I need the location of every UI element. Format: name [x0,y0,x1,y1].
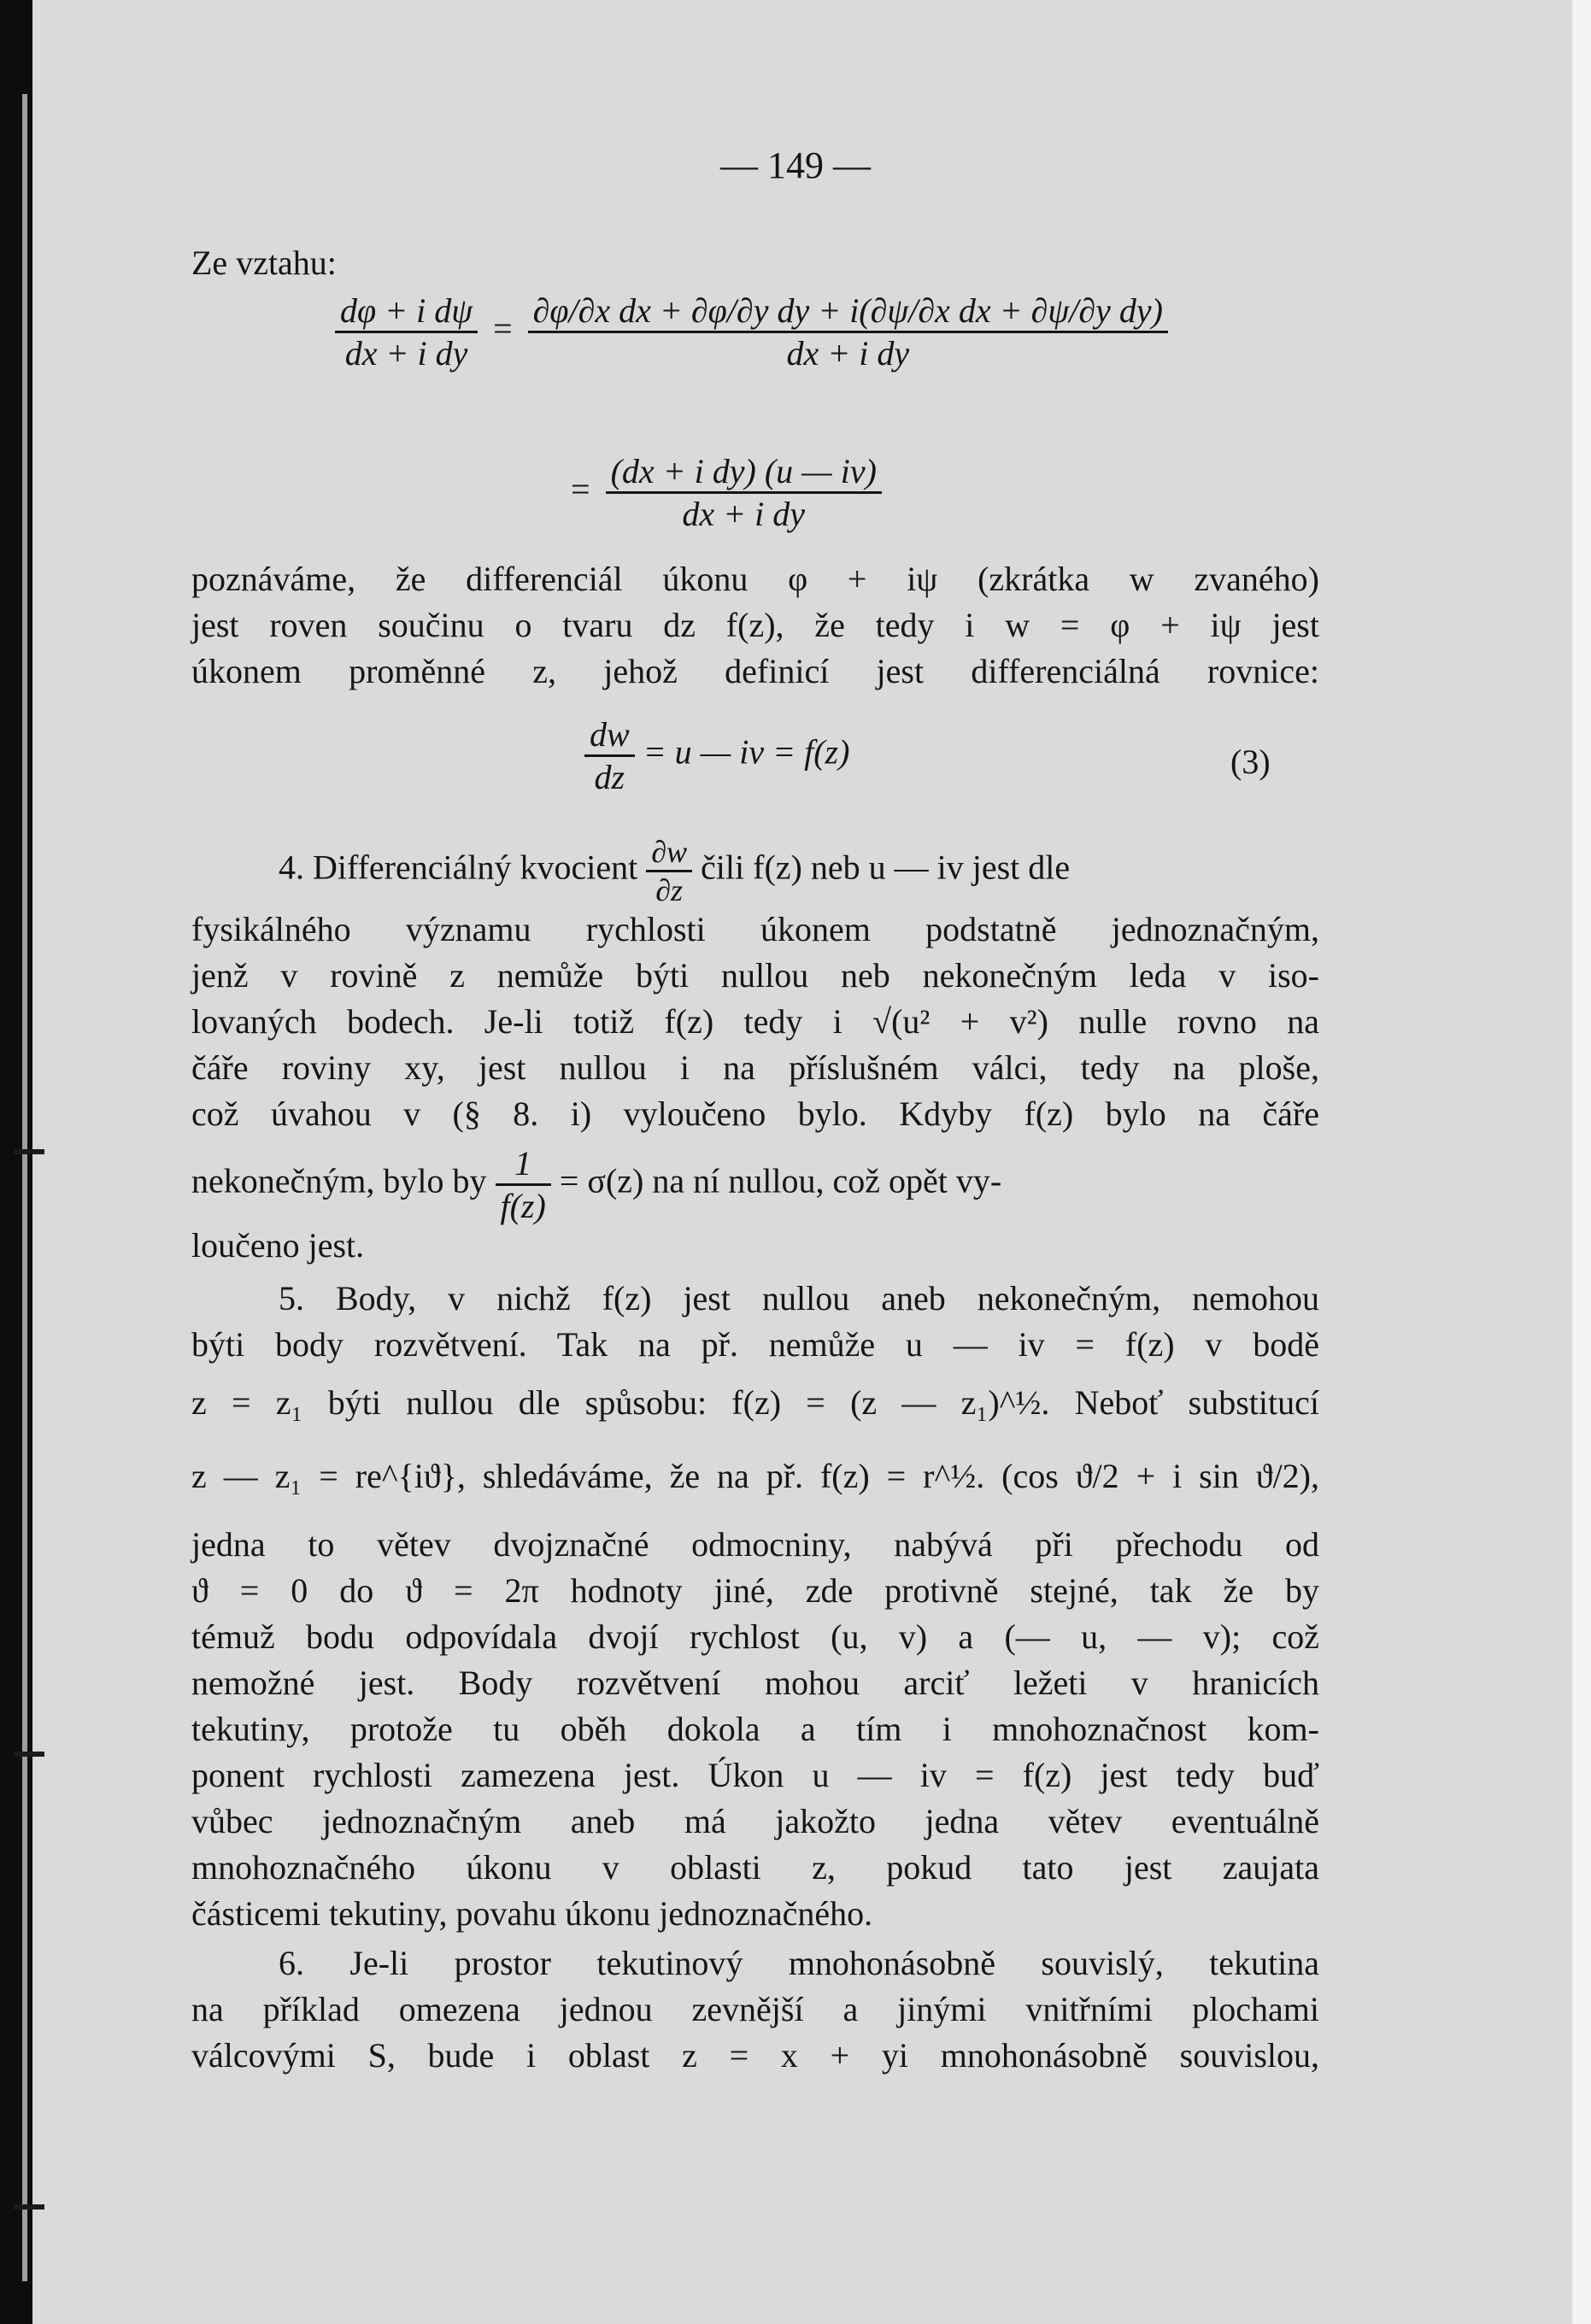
equation-3 [584,714,849,797]
equation-1-line-2 [564,451,882,534]
para4-line7-lead: nekonečným, bylo by [191,1161,487,1200]
eq1-line2-numerator: (dx + i dy) (u — iv) [610,452,877,490]
binding-mark [14,2204,44,2210]
para4-line-7 [191,1143,1319,1226]
para4-line-6: což úvahou v (§ 8. i) vyloučeno bylo. Kdyby f(z) bylo na čáře [191,1095,1319,1133]
intro-text: Ze vztahu: [191,244,337,282]
para6-line-3: válcovými S, bude i oblast z = x + yi mnohonásobně souvislou, [191,2036,1319,2075]
para4-derivative [646,834,692,908]
para5-line-13: částicemi tekutiny, povahu úkonu jednoznačného. [191,1894,873,1933]
para4-line7-tail: = σ(z) na ní nullou, což opět vy- [559,1161,1002,1200]
para4-reciprocal-denominator: f(z) [496,1183,551,1226]
equation-1 [335,290,1168,373]
para5-line-2: býti body rozvětvení. Tak na př. nemůže u — iv = f(z) v bodě [191,1325,1319,1364]
scan-right-edge [1572,0,1591,2324]
scan-left-edge [0,0,32,2324]
para5-line-6: ϑ = 0 do ϑ = 2π hodnoty jiné, zde protivně stejné, tak že by [191,1571,1319,1610]
eq1-lhs-denominator: dx + i dy [335,331,478,373]
para4-reciprocal-numerator: 1 [514,1144,532,1183]
eq3-rest: = u — iv = f(z) [643,732,850,772]
para4-line-5: čáře roviny xy, jest nullou i na příslušném válci, tedy na ploše, [191,1048,1319,1087]
para5-line-3: z = z₁ býti nullou dle spůsobu: f(z) = (z — z₁)^½. Neboť substitucí [191,1383,1319,1422]
para5-line-4: z — z₁ = re^{iϑ}, shledáváme, že na př. f(z) = r^½. (cos ϑ/2 + i sin ϑ/2), [191,1457,1319,1495]
para5-line-1: 5. Body, v nichž f(z) jest nullou aneb nekonečným, nemohou [279,1279,1319,1318]
para4-derivative-numerator: ∂w [651,835,688,869]
eq1-line2-denominator: dx + i dy [606,491,882,534]
eq1-line2-equals: = [571,469,590,508]
para4-tail: čili f(z) neb u — iv jest dle [701,848,1071,887]
eq3-denominator: dz [584,754,635,797]
para4-line-4: lovaných bodech. Je-li totiž f(z) tedy i √(u² + v²) nulle rovno na [191,1002,1319,1041]
para4-lead: 4. Differenciálný kvocient [279,848,638,887]
para1-line-3: úkonem proměnné z, jehož definicí jest differenciálná rovnice: [191,652,1319,690]
eq1-equals: = [493,308,513,348]
para5-line-11: vůbec jednoznačným aneb má jakožto jedna větev eventuálně [191,1802,1319,1840]
para1-line-2: jest roven součinu o tvaru dz f(z), že tedy i w = φ + iψ jest [191,606,1319,644]
para5-line-12: mnohoznačného úkonu v oblasti z, pokud tato jest zaujata [191,1848,1319,1887]
para4-last-line: loučeno jest. [191,1226,365,1265]
para4-derivative-fraction [646,834,692,908]
scan-edge-line [22,94,27,2281]
equation-3-number: (3) [1230,742,1271,781]
eq1-line2-fraction [606,451,882,534]
para1-line-1: poznáváme, že differenciál úkonu φ + iψ (zkrátka w zvaného) [191,560,1319,598]
para6-line-2: na příklad omezena jednou zevnější a jinými vnitřními plochami [191,1990,1319,2028]
para6-line-1: 6. Je-li prostor tekutinový mnohonásobně souvislý, tekutina [279,1944,1319,1982]
para4-reciprocal [496,1143,551,1226]
eq1-lhs-fraction [335,290,478,373]
eq3-numerator: dw [590,715,630,754]
eq1-rhs-fraction [528,290,1168,373]
para4-first-line [279,834,1319,908]
binding-mark [14,1752,44,1757]
para5-line-5: jedna to větev dvojznačné odmocniny, nabývá při přechodu od [191,1525,1319,1564]
para5-line-9: tekutiny, protože tu oběh dokola a tím i mnohoznačnost kom- [191,1710,1319,1748]
para4-reciprocal-fraction [496,1143,551,1226]
para4-line-2: fysikálného významu rychlosti úkonem podstatně jednoznačným, [191,910,1319,948]
eq3-fraction [584,714,635,797]
eq1-rhs-denominator: dx + i dy [528,331,1168,373]
binding-mark [14,1149,44,1154]
para4-derivative-denominator: ∂z [646,870,692,908]
para5-line-7: témuž bodu odpovídala dvojí rychlost (u, v) a (— u, — v); což [191,1617,1319,1656]
eq1-lhs-numerator: dφ + i dψ [340,291,473,330]
para5-line-10: ponent rychlosti zamezena jest. Úkon u — iv = f(z) jest tedy buď [191,1756,1319,1794]
page-number: — 149 — [720,144,871,186]
para5-line-8: nemožné jest. Body rozvětvení mohou arciť ležeti v hranicích [191,1664,1319,1702]
para4-line-3: jenž v rovině z nemůže býti nullou neb nekonečným leda v iso- [191,956,1319,995]
eq1-rhs-numerator: ∂φ/∂x dx + ∂φ/∂y dy + i(∂ψ/∂x dx + ∂ψ/∂y dy) [532,291,1163,330]
